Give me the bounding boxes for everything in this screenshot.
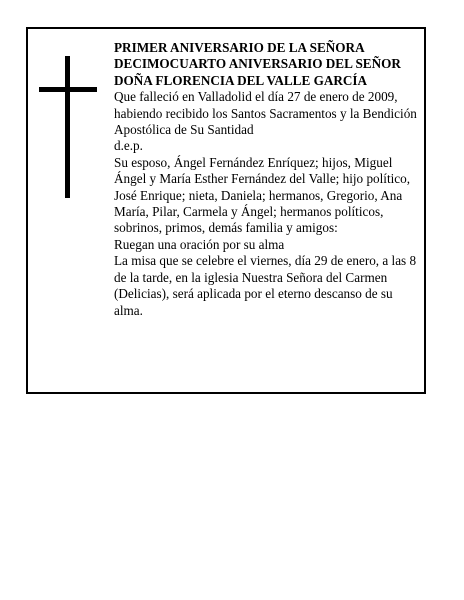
mass-info: La misa que se celebre el viernes, día 29 de enero, a las 8 de la tarde, en la iglesia Nuestra Señora del Carmen (Delicias), será aplicada por el eterno descanso de su alma.: [114, 253, 417, 318]
prayer-request: Ruegan una oración por su alma: [114, 236, 285, 252]
headline-line-1: PRIMER ANIVERSARIO DE LA SEÑORA: [114, 40, 365, 55]
family-list: Su esposo, Ángel Fernández Enríquez; hijos, Miguel Ángel y María Esther Fernández del Valle; hijo político, José Enrique; nieta, Daniela; hermanos, Gregorio, Ana María, Pilar, Carmela y Ángel; hermanos políticos, sobrinos, primos, demás familia y amigos:: [114, 154, 411, 236]
headline-line-2: DECIMOCUARTO ANIVERSARIO DEL SEÑOR: [114, 56, 401, 72]
cross-vertical-bar: [65, 56, 70, 198]
latin-cross-icon: [39, 56, 97, 198]
obituary-notice: [26, 27, 426, 394]
notice-body: [114, 40, 420, 319]
cross-horizontal-bar: [39, 87, 97, 92]
death-info: Que falleció en Valladolid el día 27 de enero de 2009, habiendo recibido los Santos Sacramentos y la Bendición Apostólica de Su Santidad: [114, 89, 417, 138]
headline-line-3: DOÑA FLORENCIA DEL VALLE GARCÍA: [114, 72, 368, 88]
dep-line: d.e.p.: [114, 138, 143, 154]
